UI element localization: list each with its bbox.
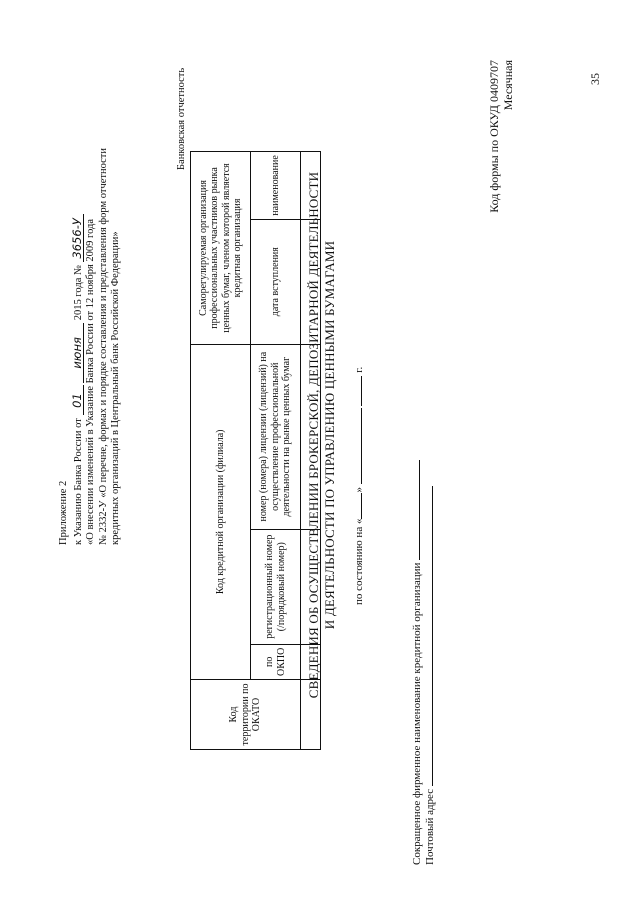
appendix-reference: [71, 75, 86, 545]
postal-address-label: Почтовый адрес: [424, 788, 436, 865]
join-date-header-cell: дата вступления: [251, 219, 301, 344]
okpo-header-cell: по ОКПО: [251, 644, 301, 679]
appendix-year: 2015 года №: [72, 264, 84, 321]
sro-name-header-cell: наименование: [251, 152, 301, 219]
form-title-line1: СВЕДЕНИЯ ОБ ОСУЩЕСТВЛЕНИИ БРОКЕРСКОЙ, ДЕПОЗИТАРНОЙ ДЕЯТЕЛЬНОСТИ: [306, 171, 321, 699]
appendix-month: июня: [71, 323, 85, 383]
postal-address-blank: [421, 486, 433, 786]
appendix-prefix: к Указанию Банка России от: [72, 418, 84, 545]
appendix-line4: № 2332-У «О перечне, формах и порядке составления и представления форм отчетности: [97, 147, 109, 545]
form-code-block: [488, 60, 515, 300]
reg-number-header-cell: регистрационный номер (/порядковый номер): [251, 529, 301, 644]
report-month-blank: [350, 408, 362, 484]
appendix-day: 01: [71, 386, 85, 416]
org-short-name-label: Сокращенное фирменное наименование кредитной организации: [411, 562, 423, 865]
report-year-blank: [350, 376, 362, 406]
report-date-middle: »: [353, 487, 365, 493]
appendix-line3: «О внесении изменений в Указание Банка России от 12 ноября 2009 года: [85, 218, 96, 545]
okud-form-code: Код формы по ОКУД 0409707: [487, 60, 501, 213]
postal-address-row: [421, 485, 436, 865]
report-date-prefix: по состоянию на «: [353, 518, 365, 605]
appendix-title: Приложение 2: [58, 480, 69, 545]
report-day-blank: [350, 493, 362, 519]
report-date-suffix: г.: [353, 366, 365, 373]
okato-header-cell: Код территории по ОКАТО: [191, 680, 301, 750]
form-title: [306, 135, 338, 735]
appendix-number: 3656-У: [71, 214, 85, 262]
report-type-label: Банковская отчетность: [176, 67, 187, 170]
sro-header-cell: Саморегулируемая организация профессиональных участников рынка ценных бумаг, членом которой является кредитная организация: [191, 152, 251, 344]
credit-org-code-header-cell: Код кредитной организации (филиала): [191, 344, 251, 679]
appendix-line5: кредитных организаций в Центральный банк Российской Федерации»: [110, 231, 121, 545]
report-date-line: [350, 205, 365, 605]
page-number: 35: [588, 73, 602, 85]
codes-header-table: [190, 151, 321, 750]
form-title-line2: И ДЕЯТЕЛЬНОСТИ ПО УПРАВЛЕНИЮ ЦЕННЫМИ БУМАГАМИ: [322, 240, 337, 630]
form-periodicity: Месячная: [500, 60, 515, 111]
license-header-cell: номер (номера) лицензии (лицензий) на осуществление профессиональной деятельности на рынке ценных бумаг: [251, 344, 301, 529]
appendix-block: [58, 75, 123, 545]
org-short-name-blank: [408, 460, 420, 560]
